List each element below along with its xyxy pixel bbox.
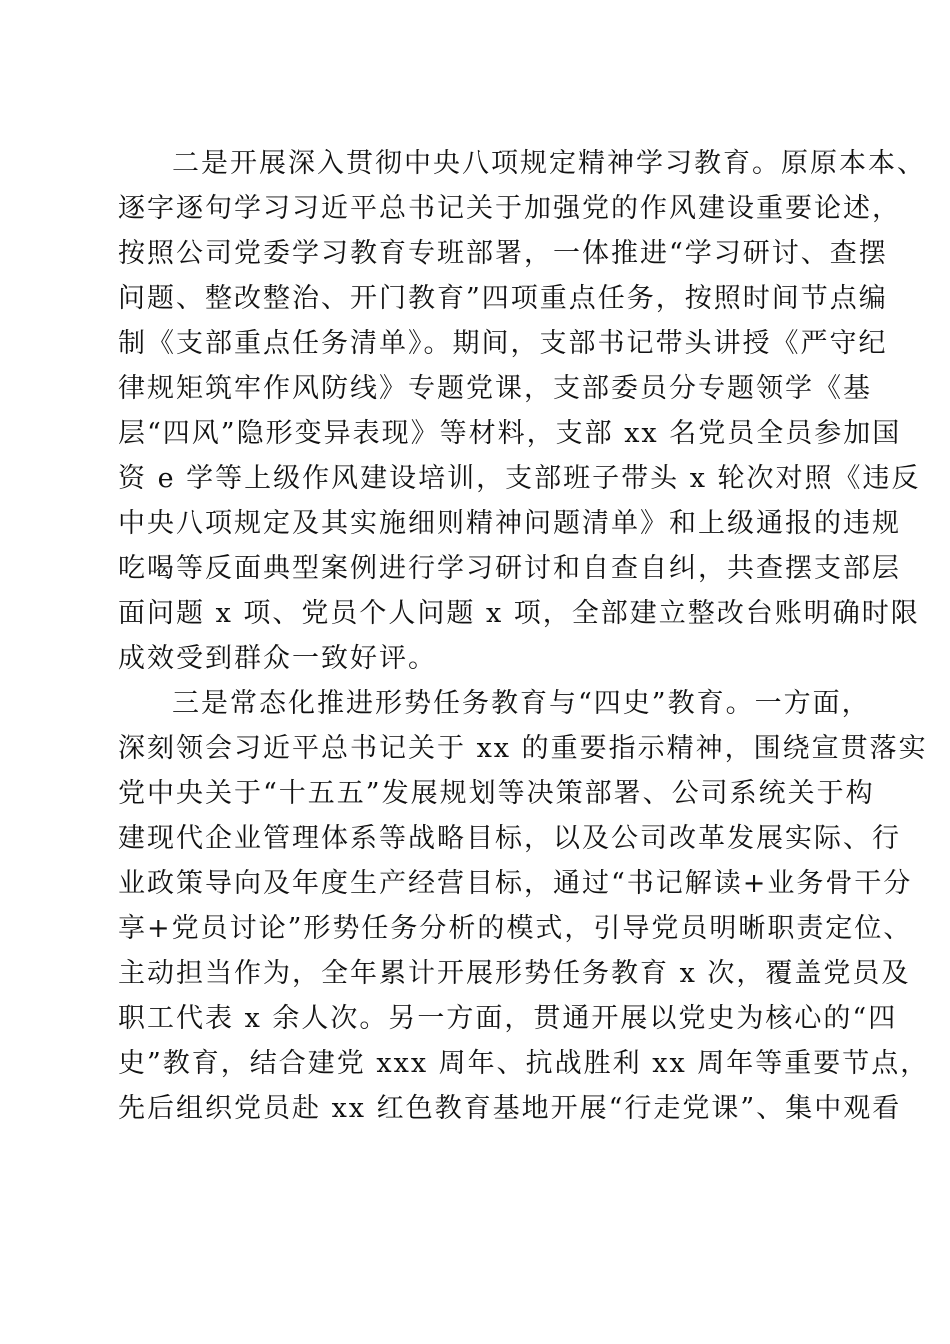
paragraph-2-line-10: 先后组织党员赴 xx 红色教育基地开展“行走党课”、集中观看 xyxy=(118,1093,902,1124)
paragraph-2-line-6: 享+党员讨论”形势任务分析的模式，引导党员明晰职责定位、 xyxy=(118,913,913,944)
paragraph-2-line-3: 党中央关于“十五五”发展规划等决策部署、公司系统关于构 xyxy=(118,778,875,809)
paragraph-1-line-7: 层“四风”隐形变异表现》等材料，支部 xx 名党员全员参加国 xyxy=(118,418,902,449)
paragraph-2-line-7: 主动担当作为，全年累计开展形势任务教育 x 次，覆盖党员及 xyxy=(118,958,911,989)
paragraph-1-line-9: 中央八项规定及其实施细则精神问题清单》和上级通报的违规 xyxy=(118,508,901,539)
paragraph-1-line-11: 面问题 x 项、党员个人问题 x 项，全部建立整改台账明确时限 xyxy=(118,598,920,629)
paragraph-2-line-2: 深刻领会习近平总书记关于 xx 的重要指示精神，围绕宣贯落实 xyxy=(118,733,928,764)
paragraph-2-line-4: 建现代企业管理体系等战略目标，以及公司改革发展实际、行 xyxy=(118,823,901,854)
paragraph-2-line-9: 史”教育，结合建党 xxx 周年、抗战胜利 xx 周年等重要节点， xyxy=(118,1048,930,1079)
paragraph-1-line-8: 资 e 学等上级作风建设培训，支部班子带头 x 轮次对照《违反 xyxy=(118,463,921,494)
paragraph-1-line-4: 问题、整改整治、开门教育”四项重点任务，按照时间节点编 xyxy=(118,283,888,314)
paragraph-1-line-2: 逐字逐句学习习近平总书记关于加强党的作风建设重要论述， xyxy=(118,193,901,224)
paragraph-2-line-1: 三是常态化推进形势任务教育与“四史”教育。一方面， xyxy=(172,688,871,719)
paragraph-1-line-10: 吃喝等反面典型案例进行学习研讨和自查自纠，共查摆支部层 xyxy=(118,553,901,584)
paragraph-2-line-5: 业政策导向及年度生产经营目标，通过“书记解读+业务骨干分 xyxy=(118,868,913,899)
paragraph-1-line-12: 成效受到群众一致好评。 xyxy=(118,643,437,674)
paragraph-1-line-1: 二是开展深入贯彻中央八项规定精神学习教育。原原本本、 xyxy=(172,148,926,179)
paragraph-2-line-8: 职工代表 x 余人次。另一方面，贯通开展以党史为核心的“四 xyxy=(118,1003,898,1034)
paragraph-1-line-6: 律规矩筑牢作风防线》专题党课，支部委员分专题领学《基 xyxy=(118,373,872,404)
paragraph-1-line-5: 制《支部重点任务清单》。期间，支部书记带头讲授《严守纪 xyxy=(118,328,888,359)
paragraph-1-line-3: 按照公司党委学习教育专班部署，一体推进“学习研讨、查摆 xyxy=(118,238,888,269)
